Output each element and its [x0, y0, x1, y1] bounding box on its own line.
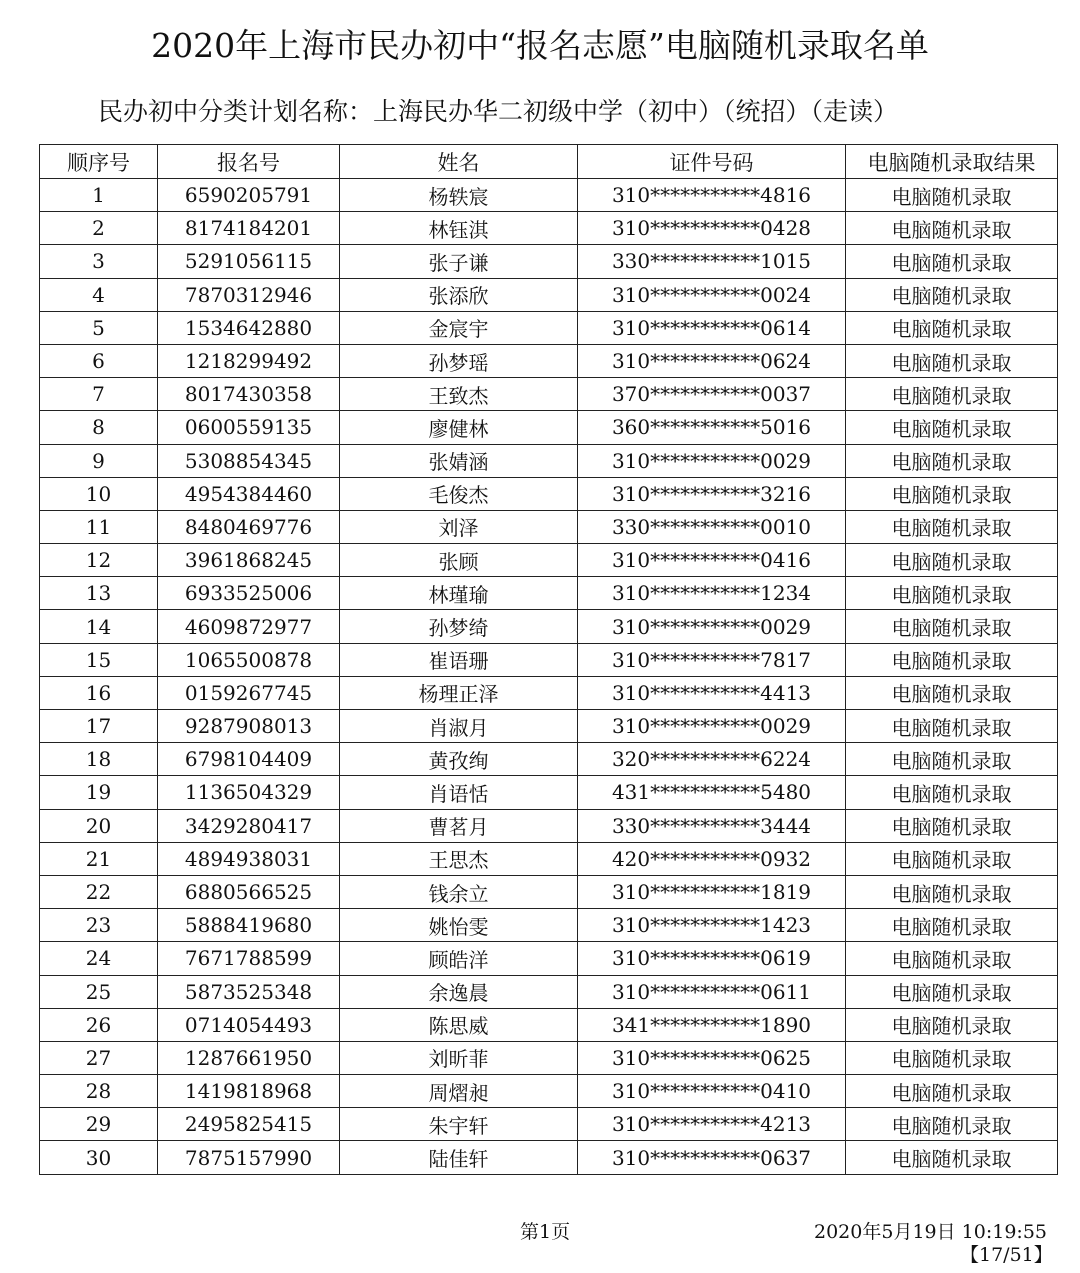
cell-id-number: 310***********0428 — [578, 212, 846, 245]
cell-id-number: 310***********0029 — [578, 610, 846, 643]
cell-id-number: 330***********3444 — [578, 809, 846, 842]
cell-id-number: 330***********0010 — [578, 510, 846, 543]
cell-result: 电脑随机录取 — [846, 776, 1058, 809]
cell-registration-number: 7671788599 — [158, 942, 340, 975]
table-row — [40, 344, 1058, 377]
cell-registration-number: 1287661950 — [158, 1041, 340, 1074]
cell-registration-number: 3961868245 — [158, 544, 340, 577]
table-row — [40, 610, 1058, 643]
cell-result: 电脑随机录取 — [846, 643, 1058, 676]
cell-result: 电脑随机录取 — [846, 975, 1058, 1008]
plan-name: 民办初中分类计划名称：上海民办华二初级中学（初中）（统招）（走读） — [98, 97, 899, 126]
cell-name: 陆佳轩 — [340, 1141, 578, 1174]
cell-id-number: 320***********6224 — [578, 743, 846, 776]
cell-id-number: 310***********1234 — [578, 577, 846, 610]
cell-id-number: 341***********1890 — [578, 1008, 846, 1041]
cell-registration-number: 6798104409 — [158, 743, 340, 776]
cell-result: 电脑随机录取 — [846, 278, 1058, 311]
cell-sequence: 1 — [40, 179, 158, 212]
table-row — [40, 378, 1058, 411]
cell-registration-number: 1534642880 — [158, 311, 340, 344]
cell-registration-number: 0159267745 — [158, 676, 340, 709]
cell-result: 电脑随机录取 — [846, 378, 1058, 411]
cell-registration-number: 6590205791 — [158, 179, 340, 212]
cell-sequence: 2 — [40, 212, 158, 245]
cell-name: 黄孜绚 — [340, 743, 578, 776]
cell-sequence: 22 — [40, 875, 158, 908]
header-registration-number: 报名号 — [158, 145, 340, 179]
table-row — [40, 743, 1058, 776]
cell-registration-number: 1218299492 — [158, 344, 340, 377]
cell-sequence: 13 — [40, 577, 158, 610]
cell-id-number: 370***********0037 — [578, 378, 846, 411]
cell-result: 电脑随机录取 — [846, 842, 1058, 875]
cell-result: 电脑随机录取 — [846, 179, 1058, 212]
cell-sequence: 7 — [40, 378, 158, 411]
cell-registration-number: 4609872977 — [158, 610, 340, 643]
cell-sequence: 9 — [40, 444, 158, 477]
cell-sequence: 28 — [40, 1075, 158, 1108]
cell-sequence: 3 — [40, 245, 158, 278]
cell-name: 张婧涵 — [340, 444, 578, 477]
cell-sequence: 24 — [40, 942, 158, 975]
cell-name: 姚怡雯 — [340, 909, 578, 942]
cell-registration-number: 7875157990 — [158, 1141, 340, 1174]
cell-result: 电脑随机录取 — [846, 875, 1058, 908]
cell-name: 毛俊杰 — [340, 477, 578, 510]
cell-result: 电脑随机录取 — [846, 544, 1058, 577]
cell-result: 电脑随机录取 — [846, 1008, 1058, 1041]
cell-sequence: 26 — [40, 1008, 158, 1041]
header-sequence: 顺序号 — [40, 145, 158, 179]
cell-result: 电脑随机录取 — [846, 411, 1058, 444]
header-id-number: 证件号码 — [578, 145, 846, 179]
cell-id-number: 420***********0932 — [578, 842, 846, 875]
table-row — [40, 776, 1058, 809]
cell-name: 张顾 — [340, 544, 578, 577]
table-row — [40, 1141, 1058, 1174]
cell-name: 廖健林 — [340, 411, 578, 444]
table-row — [40, 477, 1058, 510]
cell-sequence: 12 — [40, 544, 158, 577]
cell-id-number: 310***********0410 — [578, 1075, 846, 1108]
table-row — [40, 842, 1058, 875]
cell-registration-number: 1136504329 — [158, 776, 340, 809]
header-name: 姓名 — [340, 145, 578, 179]
cell-name: 周熠昶 — [340, 1075, 578, 1108]
cell-registration-number: 8480469776 — [158, 510, 340, 543]
cell-name: 杨轶宸 — [340, 179, 578, 212]
cell-id-number: 310***********4413 — [578, 676, 846, 709]
cell-name: 金宸宇 — [340, 311, 578, 344]
page-count: 【17/51】 — [960, 1244, 1053, 1266]
cell-id-number: 310***********0024 — [578, 278, 846, 311]
table-row — [40, 1075, 1058, 1108]
cell-registration-number: 1065500878 — [158, 643, 340, 676]
table-row — [40, 875, 1058, 908]
table-row — [40, 1041, 1058, 1074]
cell-result: 电脑随机录取 — [846, 577, 1058, 610]
cell-result: 电脑随机录取 — [846, 676, 1058, 709]
cell-registration-number: 7870312946 — [158, 278, 340, 311]
cell-registration-number: 6933525006 — [158, 577, 340, 610]
table-row — [40, 444, 1058, 477]
cell-result: 电脑随机录取 — [846, 809, 1058, 842]
cell-name: 肖淑月 — [340, 710, 578, 743]
cell-registration-number: 2495825415 — [158, 1108, 340, 1141]
cell-registration-number: 5308854345 — [158, 444, 340, 477]
cell-name: 林瑾瑜 — [340, 577, 578, 610]
cell-result: 电脑随机录取 — [846, 510, 1058, 543]
cell-name: 钱余立 — [340, 875, 578, 908]
cell-registration-number: 8174184201 — [158, 212, 340, 245]
cell-id-number: 310***********0624 — [578, 344, 846, 377]
cell-result: 电脑随机录取 — [846, 1141, 1058, 1174]
document-title: 2020年上海市民办初中“报名志愿”电脑随机录取名单 — [151, 26, 929, 65]
cell-name: 王致杰 — [340, 378, 578, 411]
cell-name: 杨理正泽 — [340, 676, 578, 709]
page-number: 第1页 — [520, 1221, 571, 1243]
cell-sequence: 16 — [40, 676, 158, 709]
cell-id-number: 310***********0637 — [578, 1141, 846, 1174]
cell-sequence: 30 — [40, 1141, 158, 1174]
cell-result: 电脑随机录取 — [846, 942, 1058, 975]
cell-result: 电脑随机录取 — [846, 610, 1058, 643]
cell-result: 电脑随机录取 — [846, 311, 1058, 344]
cell-name: 王思杰 — [340, 842, 578, 875]
cell-id-number: 310***********0416 — [578, 544, 846, 577]
cell-registration-number: 1419818968 — [158, 1075, 340, 1108]
cell-id-number: 310***********0029 — [578, 710, 846, 743]
cell-sequence: 18 — [40, 743, 158, 776]
table-row — [40, 942, 1058, 975]
cell-id-number: 310***********0614 — [578, 311, 846, 344]
cell-sequence: 10 — [40, 477, 158, 510]
cell-registration-number: 0600559135 — [158, 411, 340, 444]
cell-name: 孙梦瑶 — [340, 344, 578, 377]
cell-sequence: 4 — [40, 278, 158, 311]
cell-name: 顾皓洋 — [340, 942, 578, 975]
table-row — [40, 278, 1058, 311]
cell-sequence: 21 — [40, 842, 158, 875]
cell-result: 电脑随机录取 — [846, 245, 1058, 278]
cell-id-number: 310***********0029 — [578, 444, 846, 477]
cell-id-number: 330***********1015 — [578, 245, 846, 278]
cell-sequence: 19 — [40, 776, 158, 809]
cell-name: 朱宇轩 — [340, 1108, 578, 1141]
table-row — [40, 643, 1058, 676]
cell-result: 电脑随机录取 — [846, 743, 1058, 776]
cell-id-number: 310***********4816 — [578, 179, 846, 212]
table-body — [40, 179, 1058, 1175]
cell-registration-number: 4894938031 — [158, 842, 340, 875]
cell-result: 电脑随机录取 — [846, 212, 1058, 245]
cell-name: 刘泽 — [340, 510, 578, 543]
table-row — [40, 1008, 1058, 1041]
table-row — [40, 544, 1058, 577]
cell-sequence: 25 — [40, 975, 158, 1008]
cell-sequence: 8 — [40, 411, 158, 444]
table-row — [40, 179, 1058, 212]
cell-name: 余逸晨 — [340, 975, 578, 1008]
table-row — [40, 710, 1058, 743]
cell-registration-number: 6880566525 — [158, 875, 340, 908]
cell-id-number: 431***********5480 — [578, 776, 846, 809]
cell-id-number: 360***********5016 — [578, 411, 846, 444]
table-row — [40, 245, 1058, 278]
table-header-row — [40, 145, 1058, 179]
cell-registration-number: 8017430358 — [158, 378, 340, 411]
cell-sequence: 23 — [40, 909, 158, 942]
cell-id-number: 310***********0625 — [578, 1041, 846, 1074]
cell-sequence: 15 — [40, 643, 158, 676]
cell-registration-number: 3429280417 — [158, 809, 340, 842]
cell-sequence: 11 — [40, 510, 158, 543]
cell-registration-number: 9287908013 — [158, 710, 340, 743]
header-result: 电脑随机录取结果 — [846, 145, 1058, 179]
cell-name: 陈思威 — [340, 1008, 578, 1041]
cell-sequence: 5 — [40, 311, 158, 344]
cell-name: 肖语恬 — [340, 776, 578, 809]
cell-id-number: 310***********0619 — [578, 942, 846, 975]
cell-sequence: 6 — [40, 344, 158, 377]
cell-name: 曹茗月 — [340, 809, 578, 842]
cell-sequence: 20 — [40, 809, 158, 842]
cell-registration-number: 5888419680 — [158, 909, 340, 942]
cell-name: 崔语珊 — [340, 643, 578, 676]
cell-name: 孙梦绮 — [340, 610, 578, 643]
cell-result: 电脑随机录取 — [846, 1108, 1058, 1141]
cell-name: 张添欣 — [340, 278, 578, 311]
table-row — [40, 311, 1058, 344]
cell-result: 电脑随机录取 — [846, 909, 1058, 942]
cell-sequence: 17 — [40, 710, 158, 743]
cell-registration-number: 4954384460 — [158, 477, 340, 510]
admission-table — [39, 144, 1058, 1175]
table-row — [40, 577, 1058, 610]
cell-sequence: 14 — [40, 610, 158, 643]
cell-result: 电脑随机录取 — [846, 710, 1058, 743]
cell-id-number: 310***********7817 — [578, 643, 846, 676]
table-row — [40, 809, 1058, 842]
cell-result: 电脑随机录取 — [846, 1075, 1058, 1108]
table-row — [40, 676, 1058, 709]
cell-id-number: 310***********4213 — [578, 1108, 846, 1141]
cell-result: 电脑随机录取 — [846, 344, 1058, 377]
table-row — [40, 1108, 1058, 1141]
cell-name: 张子谦 — [340, 245, 578, 278]
cell-sequence: 27 — [40, 1041, 158, 1074]
table-row — [40, 909, 1058, 942]
cell-result: 电脑随机录取 — [846, 444, 1058, 477]
cell-id-number: 310***********0611 — [578, 975, 846, 1008]
cell-name: 刘昕菲 — [340, 1041, 578, 1074]
print-timestamp: 2020年5月19日 10:19:55 — [814, 1221, 1047, 1243]
cell-registration-number: 5873525348 — [158, 975, 340, 1008]
table-row — [40, 411, 1058, 444]
cell-sequence: 29 — [40, 1108, 158, 1141]
cell-name: 林钰淇 — [340, 212, 578, 245]
cell-result: 电脑随机录取 — [846, 1041, 1058, 1074]
cell-registration-number: 5291056115 — [158, 245, 340, 278]
table-row — [40, 975, 1058, 1008]
cell-id-number: 310***********3216 — [578, 477, 846, 510]
cell-registration-number: 0714054493 — [158, 1008, 340, 1041]
table-row — [40, 212, 1058, 245]
table-row — [40, 510, 1058, 543]
cell-result: 电脑随机录取 — [846, 477, 1058, 510]
cell-id-number: 310***********1819 — [578, 875, 846, 908]
cell-id-number: 310***********1423 — [578, 909, 846, 942]
